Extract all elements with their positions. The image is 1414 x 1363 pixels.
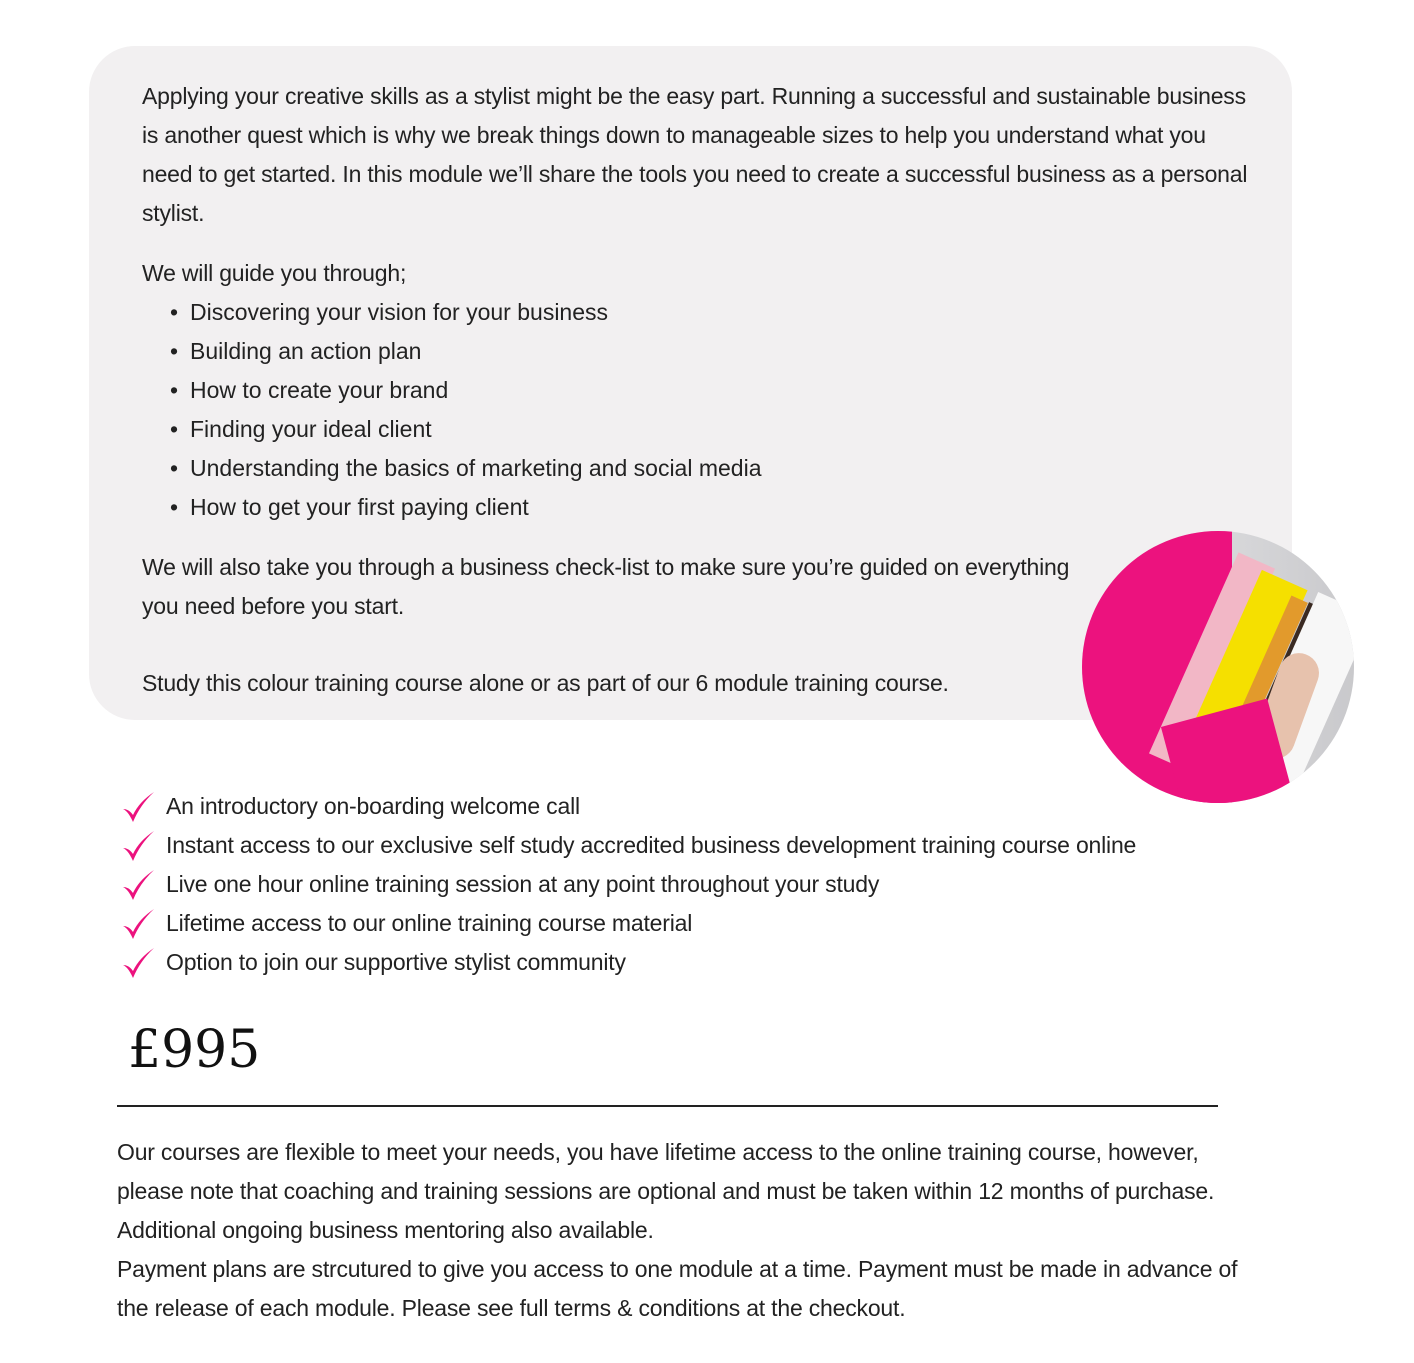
study-paragraph: Study this colour training course alone or as part of our 6 module training course. <box>142 670 949 696</box>
list-item: • Building an action plan <box>170 338 422 364</box>
checkmark-icon <box>120 867 156 903</box>
list-item: Instant access to our exclusive self study accredited business development training course online <box>120 826 1136 865</box>
price: £995 <box>128 1020 261 1080</box>
guide-heading: We will guide you through; <box>142 260 407 286</box>
list-item: • Discovering your vision for your business <box>170 299 609 325</box>
checklist-paragraph: We will also take you through a business check-list to make sure you’re guided on everything you need before you start. <box>142 554 1070 619</box>
checkmark-icon <box>120 828 156 864</box>
list-item: • Finding your ideal client <box>170 416 432 442</box>
checkmark-icon <box>120 906 156 942</box>
terms-paragraph: Payment plans are strcutured to give you access to one module at a time. Payment must be made in advance of the release of each module. Please see full terms & conditions at the checkout. <box>117 1256 1238 1321</box>
list-item: • How to create your brand <box>170 377 449 403</box>
list-item: Live one hour online training session at any point throughout your study <box>120 865 1136 904</box>
list-item: Lifetime access to our online training course material <box>120 904 1136 943</box>
list-item: An introductory on-boarding welcome call <box>120 787 1136 826</box>
benefits-list <box>120 787 1136 982</box>
terms-text <box>117 1133 1267 1328</box>
divider <box>117 1105 1218 1107</box>
checkmark-icon <box>120 789 156 825</box>
terms-paragraph: Our courses are flexible to meet your needs, you have lifetime access to the online training course, however, please note that coaching and training sessions are optional and must be taken within 12 months of purchase. Additional ongoing business mentoring also available. <box>117 1139 1215 1243</box>
list-item: • Understanding the basics of marketing and social media <box>170 455 762 481</box>
topic-list <box>142 293 762 527</box>
checkmark-icon <box>120 945 156 981</box>
list-item: Option to join our supportive stylist community <box>120 943 1136 982</box>
intro-paragraph: Applying your creative skills as a stylist might be the easy part. Running a successful and sustainable business is another quest which is why we break things down to manageable sizes to help you understand what you need to get started. In this module we’ll share the tools you need to create a successful business as a personal stylist. <box>142 83 1248 226</box>
stylist-books-photo <box>1082 531 1354 803</box>
list-item: • How to get your first paying client <box>170 494 529 520</box>
